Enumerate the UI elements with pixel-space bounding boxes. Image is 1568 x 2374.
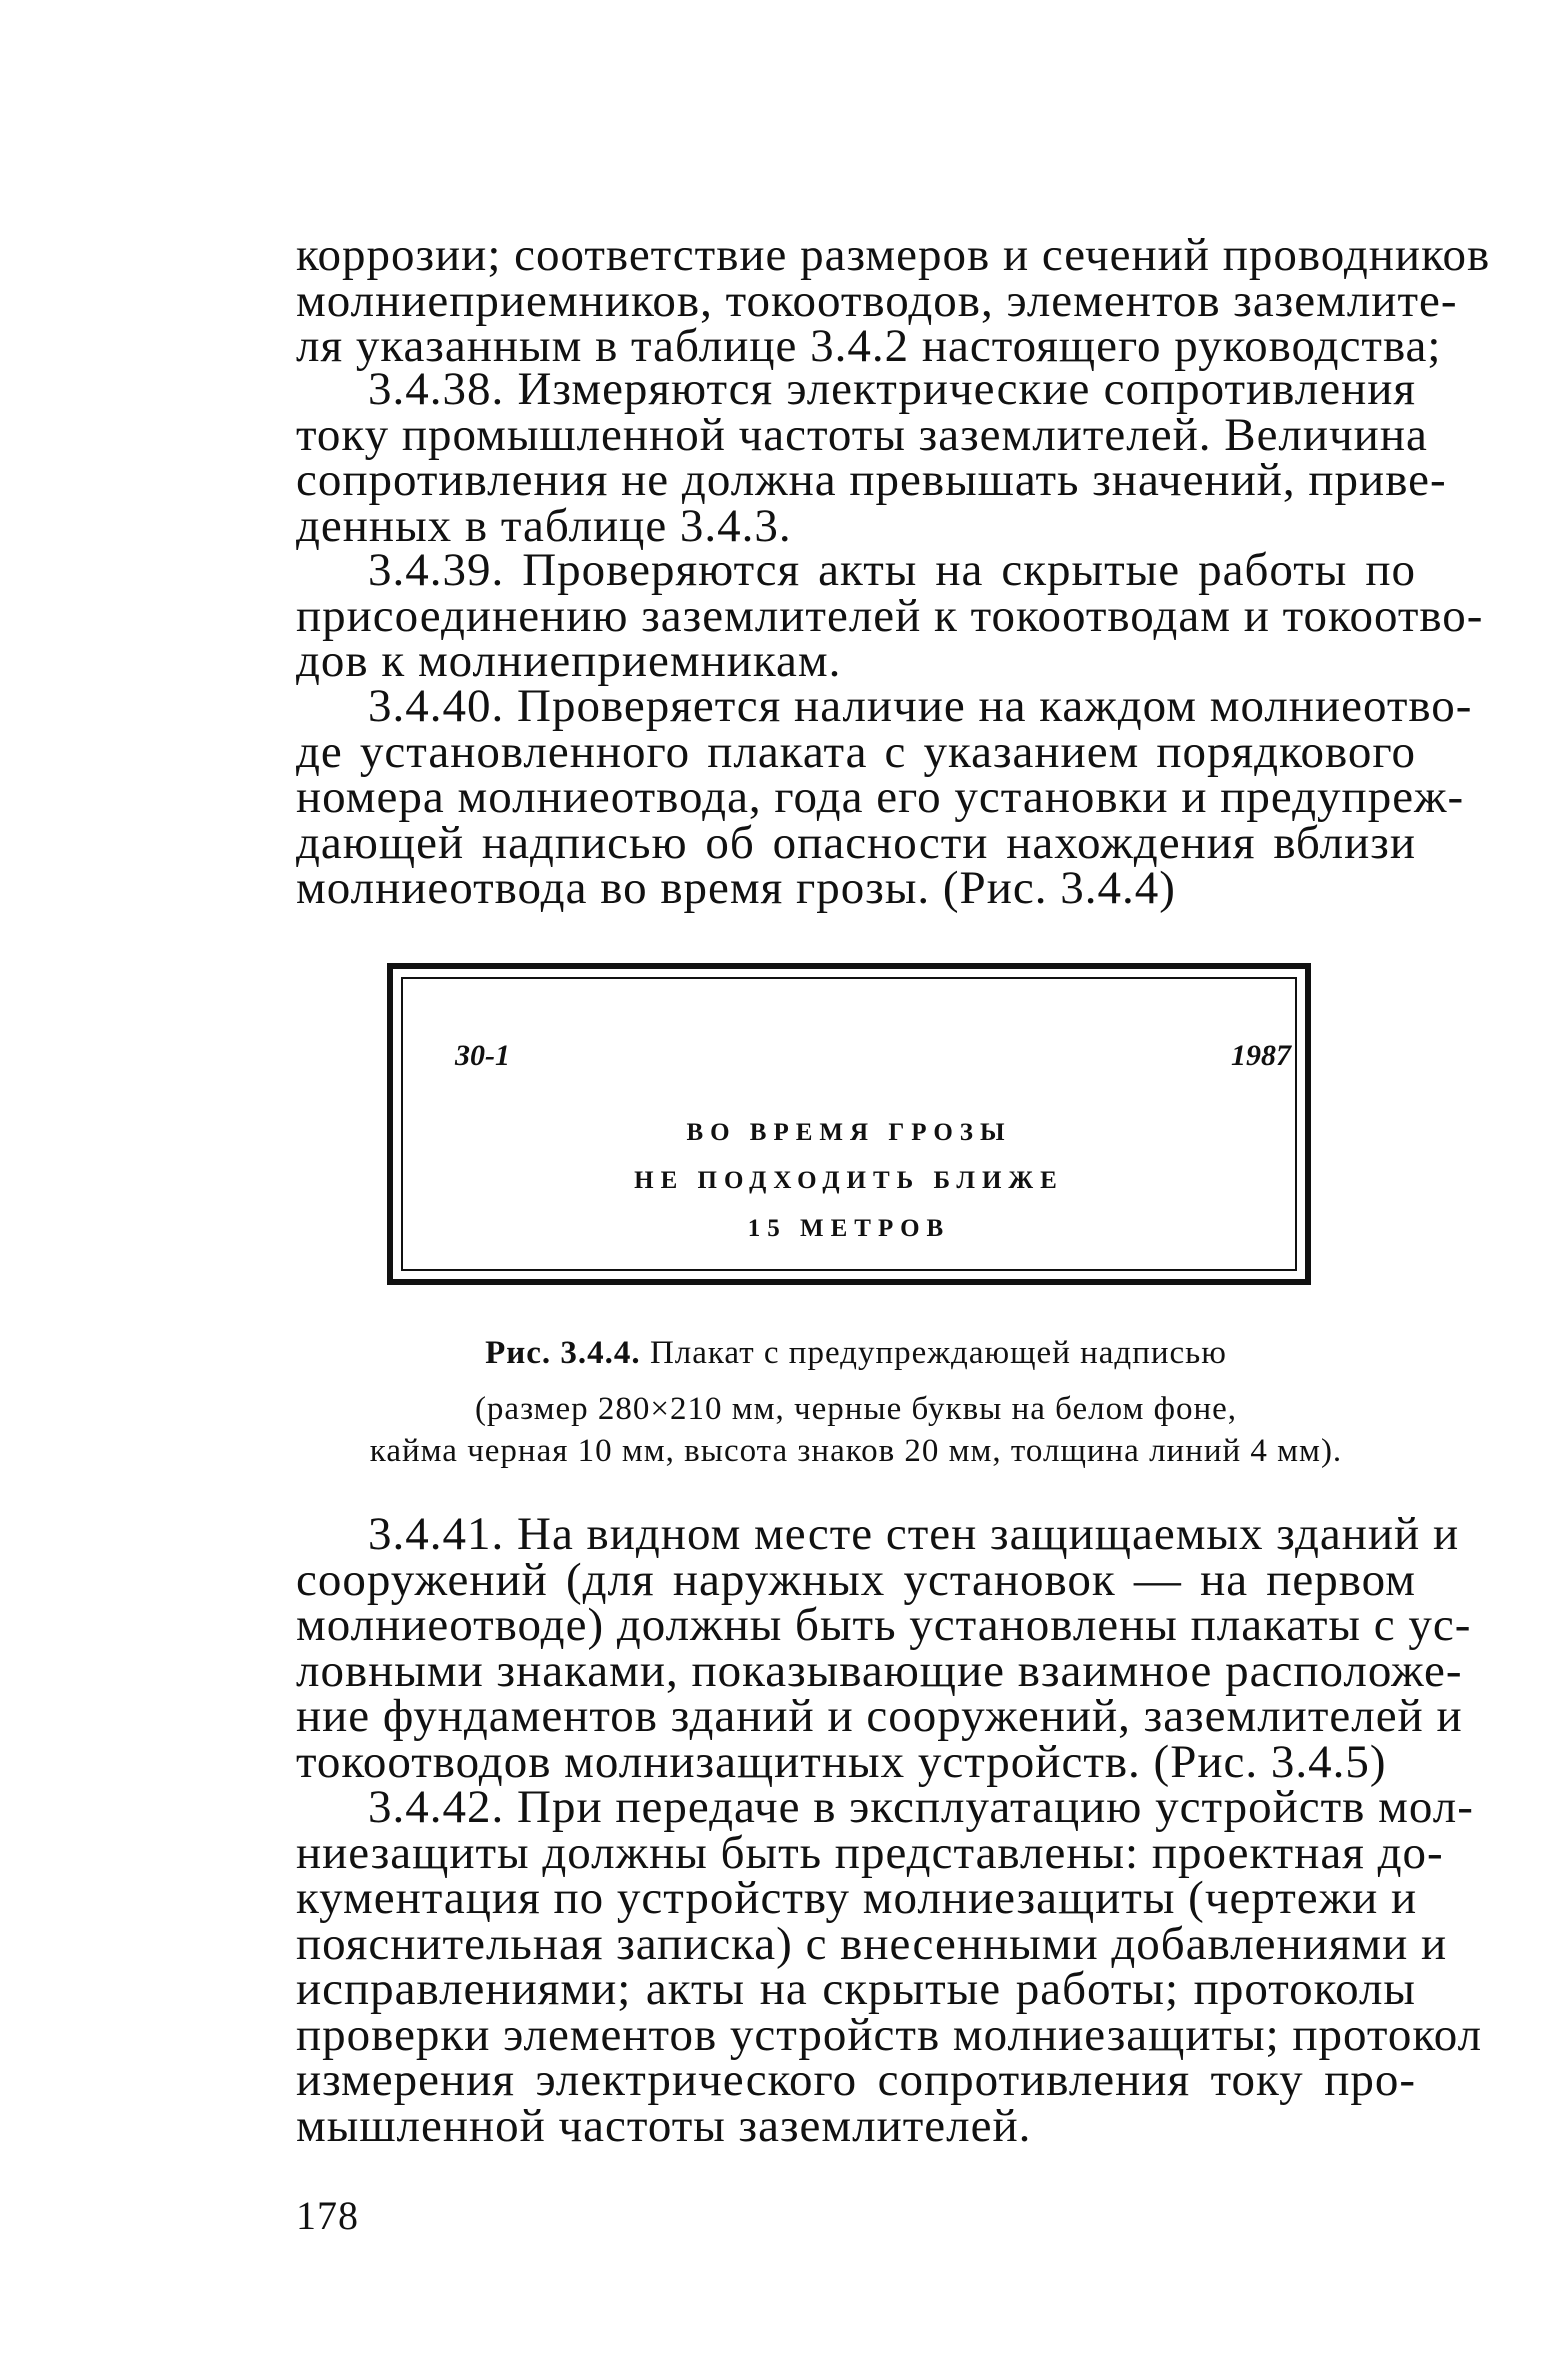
text-line: дов к молниеприемникам. bbox=[296, 635, 842, 687]
figure-caption-title bbox=[296, 1330, 1416, 1376]
text-line: номера молниеотвода, года его установки и предупреж- bbox=[296, 771, 1465, 823]
figure-caption-details-2: кайма черная 10 мм, высота знаков 20 мм, толщина линий 4 мм). bbox=[369, 1433, 1343, 1469]
text-line: денных в таблице 3.4.3. bbox=[296, 499, 792, 552]
text-line: 3.4.42. При передаче в эксплуатацию устройств мол- bbox=[368, 1781, 1474, 1833]
text-line: молниеотвода во время грозы. (Рис. 3.4.4) bbox=[296, 862, 1176, 914]
text-line: 3.4.38. Измеряются электрические сопротивления bbox=[368, 363, 1416, 415]
paragraph-3-4-42 bbox=[296, 1781, 1483, 2152]
text-line: измерения электрического сопротивления току про- bbox=[296, 2054, 1416, 2106]
text-line: ниезащиты должны быть представлены: проектная до- bbox=[296, 1826, 1444, 1879]
page-number: 178 bbox=[296, 2193, 359, 2238]
poster-warning-line: ВО ВРЕМЯ ГРОЗЫ bbox=[686, 1119, 1012, 1146]
text-line: кументация по устройству молниезащиты (чертежи и bbox=[296, 1872, 1418, 1924]
paragraph-3-4-41 bbox=[296, 1508, 1472, 1788]
poster-warning-text bbox=[403, 1109, 1295, 1253]
text-line: току промышленной частоты заземлителей. Величина bbox=[296, 408, 1428, 461]
poster-warning-line: 15 МЕТРОВ bbox=[747, 1215, 951, 1242]
text-line: сопротивления не должна превышать значений, приве- bbox=[296, 454, 1447, 506]
text-line: проверки элементов устройств молниезащиты; протокол bbox=[296, 2008, 1483, 2061]
text-line: дающей надписью об опасности нахождения вблизи bbox=[296, 816, 1416, 869]
text-line: 3.4.39. Проверяются акты на скрытые работы по bbox=[368, 544, 1416, 596]
paragraph-corrosion-continuation bbox=[296, 229, 1491, 372]
text-line: ловными знаками, показывающие взаимное расположе- bbox=[296, 1644, 1463, 1697]
text-line: ля указанным в таблице 3.4.2 настоящего руководства; bbox=[296, 320, 1442, 372]
text-line: присоединению заземлителей к токоотводам и токоотво- bbox=[296, 589, 1484, 642]
text-line: исправлениями; акты на скрытые работы; протоколы bbox=[296, 1963, 1416, 2015]
text-line: мышленной частоты заземлителей. bbox=[296, 2099, 1032, 2152]
figure-caption-label: Рис. 3.4.4. bbox=[485, 1335, 641, 1371]
text-line: 3.4.41. На видном месте стен защищаемых зданий и bbox=[368, 1508, 1460, 1560]
text-line: ние фундаментов зданий и сооружений, заземлителей и bbox=[296, 1690, 1463, 1742]
text-line: де установленного плаката с указанием порядкового bbox=[296, 725, 1416, 778]
text-line: коррозии; соответствие размеров и сечений проводников bbox=[296, 229, 1491, 281]
text-line: пояснительная записка) с внесенными добавлениями и bbox=[296, 1917, 1448, 1970]
paragraph-3-4-38 bbox=[296, 363, 1447, 552]
figure-caption-details-1: (размер 280×210 мм, черные буквы на белом фоне, bbox=[474, 1391, 1238, 1427]
text-line: токоотводов молнизащитных устройств. (Рис. 3.4.5) bbox=[296, 1735, 1387, 1788]
figure-caption-text: Плакат с предупреждающей надписью bbox=[649, 1335, 1227, 1371]
poster-lightning-rod-number: 30-1 bbox=[455, 1039, 510, 1072]
text-line: сооружений (для наружных установок — на первом bbox=[296, 1553, 1416, 1606]
text-line: молниеприемников, токоотводов, элементов заземлите- bbox=[296, 274, 1458, 327]
paragraph-3-4-39 bbox=[296, 544, 1484, 687]
poster-inner-border bbox=[401, 977, 1297, 1271]
paragraph-3-4-40 bbox=[296, 680, 1473, 914]
text-line: молниеотводе) должны быть установлены плакаты с ус- bbox=[296, 1599, 1472, 1651]
warning-poster-figure bbox=[387, 963, 1311, 1285]
poster-installation-year: 1987 bbox=[1231, 1039, 1291, 1072]
text-line: 3.4.40. Проверяется наличие на каждом молниеотво- bbox=[368, 680, 1473, 732]
poster-warning-line: НЕ ПОДХОДИТЬ БЛИЖЕ bbox=[634, 1167, 1064, 1194]
